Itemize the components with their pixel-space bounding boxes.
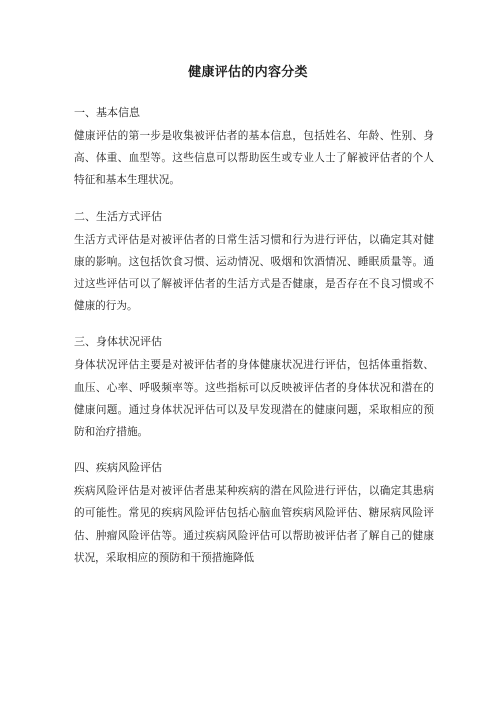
section-body: 疾病风险评估是对被评估者患某种疾病的潜在风险进行评估，以确定其患病的可能性。常见的疾病风险评估包括心脑血管疾病风险评估、糖尿病风险评估、肿瘤风险评估等。通过疾病风险评估可以帮助被评估者了解自己的健康状况，采取相应的预防和干预措施降低 [74,485,434,564]
section-physical-assessment [74,330,434,443]
section-body: 生活方式评估是对被评估者的日常生活习惯和行为进行评估，以确定其对健康的影响。这包括饮食习惯、运动情况、吸烟和饮酒情况、睡眠质量等。通过这些评估可以了解被评估者的生活方式是否健康，是否存在不良习惯或不健康的行为。 [74,233,434,313]
section-body: 身体状况评估主要是对被评估者的身体健康状况进行评估，包括体重指数、血压、心率、呼吸频率等。这些指标可以反映被评估者的身体状况和潜在的健康问题。通过身体状况评估可以及早发现潜在的健康问题，采取相应的预防和治疗措施。 [74,359,434,439]
document-sections [74,101,434,582]
section-lifestyle-assessment [74,205,434,318]
section-disease-risk-assessment [74,456,434,569]
document-title: 健康评估的内容分类 [188,65,308,80]
section-heading: 三、身体状况评估 [74,335,162,349]
section-heading: 四、疾病风险评估 [74,461,162,475]
section-heading: 一、基本信息 [74,106,140,119]
section-body: 健康评估的第一步是收集被评估者的基本信息，包括姓名、年龄、性别、身高、体重、血型等。这些信息可以帮助医生或专业人士了解被评估者的个人特征和基本生理状况。 [74,130,434,187]
section-basic-info [74,101,434,192]
section-heading: 二、生活方式评估 [74,209,162,223]
